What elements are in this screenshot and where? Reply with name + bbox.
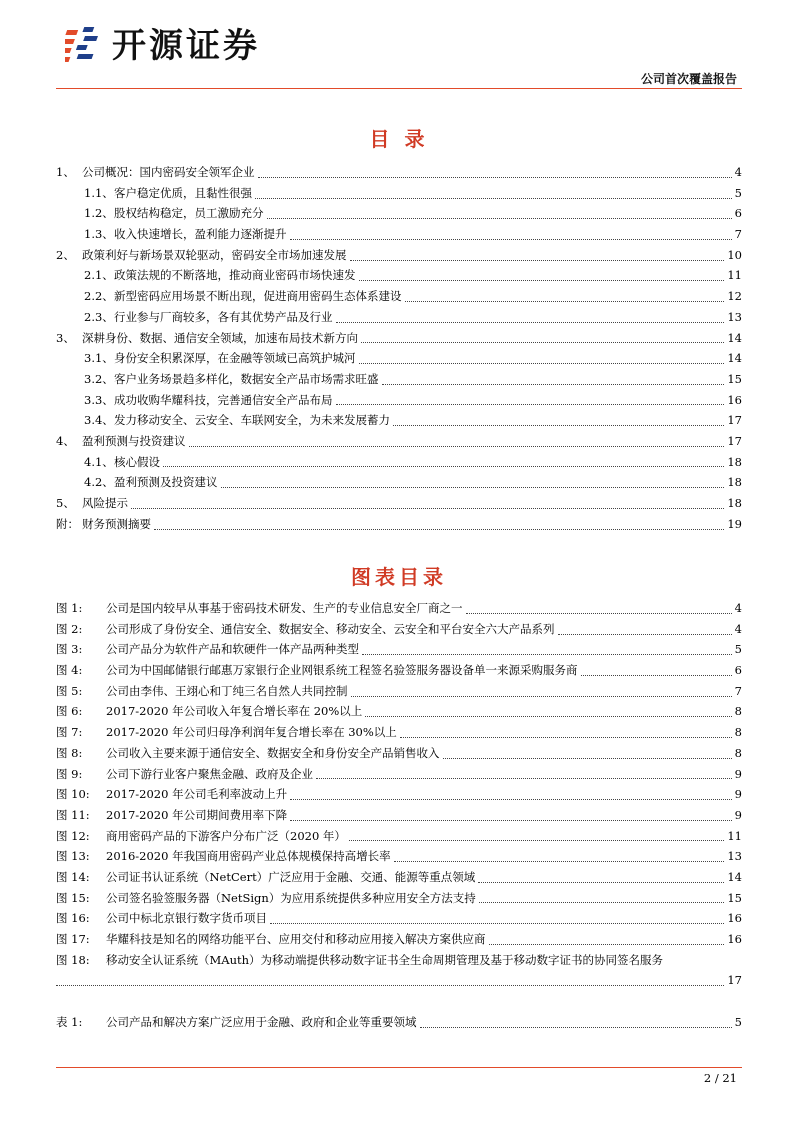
toc-entry[interactable] (56, 410, 742, 431)
dot-leader (359, 363, 725, 364)
toc-entry[interactable] (56, 867, 742, 888)
entry-title: 公司是国内较早从事基于密码技术研发、生产的专业信息安全厂商之一 (106, 601, 463, 615)
entry-page: 14 (727, 330, 742, 345)
entry-text (84, 452, 161, 473)
toc-entry[interactable] (56, 307, 742, 328)
dot-leader (154, 529, 724, 530)
entry-number: 3.1、 (84, 351, 114, 366)
dot-leader (405, 301, 725, 302)
entry-title: 发力移动安全、云安全、车联网安全，为未来发展蓄力 (114, 413, 390, 428)
dot-leader (361, 342, 724, 343)
entry-number: 图 9: (56, 766, 83, 781)
toc-entry[interactable] (56, 722, 742, 743)
entry-number: 图 3: (56, 642, 83, 657)
entry-number: 图 1: (56, 601, 83, 615)
figure-list-title: 图表目录 (351, 565, 447, 589)
toc-entry[interactable] (56, 431, 742, 452)
dot-leader (290, 799, 732, 800)
toc-entry[interactable] (56, 452, 742, 473)
entry-title: 移动安全认证系统（MAuth）为移动端提供移动数字证书全生命周期管理及基于移动数字证书的协同签名服务 (106, 952, 664, 967)
entry-number: 4、 (56, 433, 75, 448)
entry-number: 表 1: (56, 1015, 83, 1029)
entry-number: 4.1、 (84, 454, 114, 469)
entry-number: 1.2、 (84, 206, 114, 221)
dot-leader (258, 177, 732, 178)
entry-title: 公司签名验签服务器（NetSign）为应用系统提供多种应用安全方法支持 (106, 890, 476, 905)
entry-title: 公司产品分为软件产品和软硬件一体产品两种类型 (106, 642, 359, 657)
entry-text (56, 514, 152, 535)
entry-page: 17 (727, 433, 742, 448)
entry-text (84, 348, 357, 369)
entry-title: 2017-2020 年公司收入年复合增长率在 20%以上 (106, 704, 363, 719)
entry-text (84, 472, 219, 493)
entry-page: 18 (727, 454, 742, 469)
entry-number: 2、 (56, 247, 75, 262)
dot-leader (382, 384, 725, 385)
toc-entry[interactable] (56, 764, 742, 785)
entry-number: 图 13: (56, 849, 90, 864)
entry-title: 公司证书认证系统（NetCert）广泛应用于金融、交通、能源等重点领域 (106, 869, 476, 884)
entry-text (56, 660, 579, 681)
entry-page: 17 (727, 973, 742, 988)
toc-entry[interactable] (56, 805, 742, 826)
dot-leader (479, 902, 725, 903)
toc-entry[interactable] (56, 681, 742, 702)
toc-entry[interactable] (56, 245, 742, 266)
entry-title: 公司下游行业客户聚焦金融、政府及企业 (106, 766, 313, 781)
entry-text (56, 681, 349, 702)
entry-text (56, 846, 392, 867)
dot-leader (394, 861, 725, 862)
entry-page: 10 (727, 247, 742, 262)
entry-page: 9 (734, 807, 742, 822)
entry-page: 15 (727, 371, 742, 386)
entry-number: 2.1、 (84, 268, 114, 283)
toc-entry[interactable] (56, 660, 742, 681)
dot-leader (56, 985, 724, 986)
toc-entry[interactable] (56, 598, 742, 619)
entry-title: 深耕身份、数据、通信安全领域，加速布局技术新方向 (82, 330, 358, 345)
toc-entry[interactable] (56, 514, 742, 535)
toc-entry[interactable] (56, 846, 742, 867)
entry-number: 图 15: (56, 890, 90, 905)
entry-text (56, 743, 441, 764)
entry-title: 新型密码应用场景不断出现，促进商用密码生态体系建设 (114, 289, 402, 304)
entry-page: 7 (734, 683, 742, 698)
entry-text (84, 307, 334, 328)
entry-number: 4.2、 (84, 475, 114, 490)
entry-number: 图 14: (56, 869, 90, 884)
entry-number: 图 2: (56, 621, 83, 636)
entry-title: 股权结构稳定，员工激励充分 (114, 206, 264, 221)
entry-text (84, 183, 253, 204)
dot-leader (558, 634, 732, 635)
entry-page: 16 (727, 932, 742, 946)
entry-number: 图 12: (56, 828, 90, 843)
dot-leader (420, 1027, 732, 1028)
entry-number: 1.1、 (84, 185, 114, 200)
toc-entry[interactable] (56, 348, 742, 369)
dot-leader (443, 758, 732, 759)
toc-entry[interactable] (56, 619, 742, 640)
toc-entry[interactable] (56, 888, 742, 909)
entry-title: 客户业务场景趋多样化，数据安全产品市场需求旺盛 (114, 371, 379, 386)
entry-title: 2016-2020 年我国商用密码产业总体规模保持高增长率 (106, 849, 391, 864)
toc-entry[interactable] (56, 265, 742, 286)
toc-entry[interactable] (56, 701, 742, 722)
entry-page: 16 (727, 911, 742, 926)
dot-leader (255, 198, 732, 199)
dot-leader (351, 696, 732, 697)
entry-title: 盈利预测与投资建议 (82, 433, 186, 448)
dot-leader (362, 654, 732, 655)
entry-title: 商用密码产品的下游客户分布广泛（2020 年） (106, 828, 346, 843)
entry-text (56, 867, 476, 888)
entry-page: 13 (727, 309, 742, 324)
toc-entry[interactable] (56, 493, 742, 514)
brand-name: 开源证券 (112, 26, 260, 66)
dot-leader (290, 820, 732, 821)
toc-entry[interactable] (56, 950, 742, 991)
entry-text (56, 908, 268, 929)
figure-list (56, 598, 742, 991)
entry-page: 6 (734, 663, 742, 678)
entry-title: 公司收入主要来源于通信安全、数据安全和身份安全产品销售收入 (106, 745, 440, 760)
dot-leader (131, 508, 724, 509)
entry-text (56, 162, 256, 183)
entry-text (56, 888, 477, 909)
entry-page: 18 (727, 496, 742, 510)
entry-page: 4 (734, 165, 742, 179)
dot-leader (581, 675, 732, 676)
entry-title: 2017-2020 年公司期间费用率下降 (106, 807, 288, 822)
entry-text (56, 722, 398, 743)
dot-leader (478, 882, 724, 883)
dot-leader (365, 716, 731, 717)
entry-page: 4 (734, 621, 742, 636)
entry-text (84, 203, 265, 224)
entry-title: 核心假设 (114, 454, 160, 469)
footer-divider (56, 1067, 742, 1068)
entry-text (56, 950, 742, 971)
entry-title: 行业参与厂商较多，各有其优势产品及行业 (114, 309, 333, 324)
entry-title: 政策法规的不断落地，推动商业密码市场快速发 (114, 268, 356, 283)
entry-text (56, 431, 187, 452)
dot-leader (290, 239, 732, 240)
toc-entry[interactable] (56, 390, 742, 411)
toc-entry[interactable] (56, 286, 742, 307)
entry-text (56, 929, 487, 950)
entry-text (84, 390, 334, 411)
entry-page: 8 (734, 704, 742, 719)
entry-page: 5 (734, 642, 742, 657)
toc-entry[interactable] (56, 1012, 742, 1033)
entry-title: 公司由李伟、王翊心和丁纯三名自然人共同控制 (106, 683, 348, 698)
entry-number: 1、 (56, 165, 75, 179)
entry-title: 成功收购华耀科技，完善通信安全产品布局 (114, 392, 333, 407)
entry-title: 盈利预测及投资建议 (114, 475, 218, 490)
entry-page: 19 (727, 516, 742, 531)
entry-text (56, 701, 363, 722)
toc-entry[interactable] (56, 826, 742, 847)
entry-page: 8 (734, 745, 742, 760)
toc-entry[interactable] (56, 369, 742, 390)
entry-page: 9 (734, 766, 742, 781)
entry-text (56, 245, 348, 266)
entry-number: 图 4: (56, 663, 83, 678)
table-list (56, 1012, 742, 1033)
toc-entry[interactable] (56, 908, 742, 929)
toc-entry[interactable] (56, 162, 742, 183)
toc-entry[interactable] (56, 743, 742, 764)
entry-text (56, 805, 288, 826)
entry-number: 1.3、 (84, 227, 114, 242)
dot-leader (400, 737, 732, 738)
dot-leader (267, 218, 732, 219)
entry-page: 12 (727, 289, 742, 304)
dot-leader (336, 322, 725, 323)
entry-title: 政策利好与新场景双轮驱动，密码安全市场加速发展 (82, 247, 347, 262)
entry-number: 图 18: (56, 952, 90, 967)
entry-page: 14 (727, 351, 742, 366)
entry-number: 附： (56, 516, 79, 531)
entry-text (56, 764, 314, 785)
entry-title: 2017-2020 年公司归母净利润年复合增长率在 30%以上 (106, 725, 397, 740)
entry-page: 4 (734, 601, 742, 615)
entry-page: 8 (734, 725, 742, 740)
dot-leader (489, 944, 725, 945)
dot-leader (270, 923, 724, 924)
entry-text (84, 265, 357, 286)
entry-page: 16 (727, 392, 742, 407)
toc-entry[interactable] (56, 784, 742, 805)
entry-page: 18 (727, 475, 742, 490)
toc-entry[interactable] (56, 472, 742, 493)
entry-number: 2.3、 (84, 309, 114, 324)
dot-leader (466, 613, 732, 614)
entry-number: 2.2、 (84, 289, 114, 304)
entry-text (56, 598, 464, 619)
entry-title: 身份安全积累深厚，在金融等领域已高筑护城河 (114, 351, 356, 366)
entry-text (84, 286, 403, 307)
entry-number: 3.4、 (84, 413, 114, 428)
entry-title: 公司中标北京银行数字货币项目 (106, 911, 267, 926)
entry-page: 17 (727, 413, 742, 428)
entry-title: 公司为中国邮储银行邮惠万家银行企业网银系统工程签名验签服务器设备单一来源采购服务商 (106, 663, 578, 678)
entry-text (84, 224, 288, 245)
entry-page: 15 (727, 890, 742, 905)
dot-leader (349, 840, 724, 841)
entry-page: 9 (734, 787, 742, 802)
page-number: 2 / 21 (703, 1071, 737, 1085)
entry-text (84, 369, 380, 390)
entry-number: 图 6: (56, 704, 83, 719)
entry-number: 图 7: (56, 725, 83, 740)
report-type: 公司首次覆盖报告 (640, 72, 737, 86)
entry-text (56, 639, 360, 660)
page-header (0, 0, 793, 90)
entry-title: 收入快速增长，盈利能力逐渐提升 (114, 227, 287, 242)
dot-leader (163, 466, 724, 467)
entry-page: 5 (734, 1015, 742, 1029)
dot-leader (316, 778, 732, 779)
entry-text (84, 410, 391, 431)
entry-text (56, 784, 288, 805)
dot-leader (221, 487, 725, 488)
entry-text (56, 1012, 418, 1033)
entry-title: 公司产品和解决方案广泛应用于金融、政府和企业等重要领域 (106, 1015, 417, 1029)
dot-leader (336, 404, 725, 405)
dot-leader (189, 446, 725, 447)
entry-title: 客户稳定优质，且黏性很强 (114, 185, 252, 200)
entry-number: 图 5: (56, 683, 83, 698)
toc-entry[interactable] (56, 224, 742, 245)
entry-title: 公司概况：国内密码安全领军企业 (82, 165, 255, 179)
entry-text (56, 826, 347, 847)
entry-title: 2017-2020 年公司毛利率波动上升 (106, 787, 288, 802)
toc-entry[interactable] (56, 328, 742, 349)
kaiyuan-logo-icon (65, 25, 107, 67)
entry-number: 图 10: (56, 787, 90, 802)
toc-list (56, 162, 742, 534)
entry-number: 3、 (56, 330, 75, 345)
entry-number: 图 17: (56, 932, 90, 946)
entry-text (56, 619, 556, 640)
entry-number: 3.3、 (84, 392, 114, 407)
entry-title: 华耀科技是知名的网络功能平台、应用交付和移动应用接入解决方案供应商 (106, 932, 486, 946)
entry-page: 14 (727, 869, 742, 884)
dot-leader (350, 260, 725, 261)
toc-entry[interactable] (56, 639, 742, 660)
entry-text (56, 328, 359, 349)
toc-title: 目 录 (369, 127, 429, 151)
entry-title: 财务预测摘要 (82, 516, 151, 531)
entry-number: 图 11: (56, 807, 90, 822)
entry-page: 11 (727, 828, 742, 843)
entry-number: 图 16: (56, 911, 90, 926)
entry-page: 11 (727, 268, 742, 283)
entry-number: 图 8: (56, 745, 83, 760)
entry-number: 5、 (56, 496, 75, 510)
entry-page: 13 (727, 849, 742, 864)
header-divider (56, 88, 742, 89)
dot-leader (393, 425, 724, 426)
toc-entry[interactable] (56, 929, 742, 950)
dot-leader (359, 280, 725, 281)
entry-number: 3.2、 (84, 371, 114, 386)
entry-page: 5 (734, 185, 742, 200)
entry-title: 风险提示 (82, 496, 128, 510)
toc-entry[interactable] (56, 183, 742, 204)
entry-title: 公司形成了身份安全、通信安全、数据安全、移动安全、云安全和平台安全六大产品系列 (106, 621, 555, 636)
toc-entry[interactable] (56, 203, 742, 224)
entry-text (56, 493, 129, 514)
entry-page: 7 (734, 227, 742, 242)
entry-page: 6 (734, 206, 742, 221)
